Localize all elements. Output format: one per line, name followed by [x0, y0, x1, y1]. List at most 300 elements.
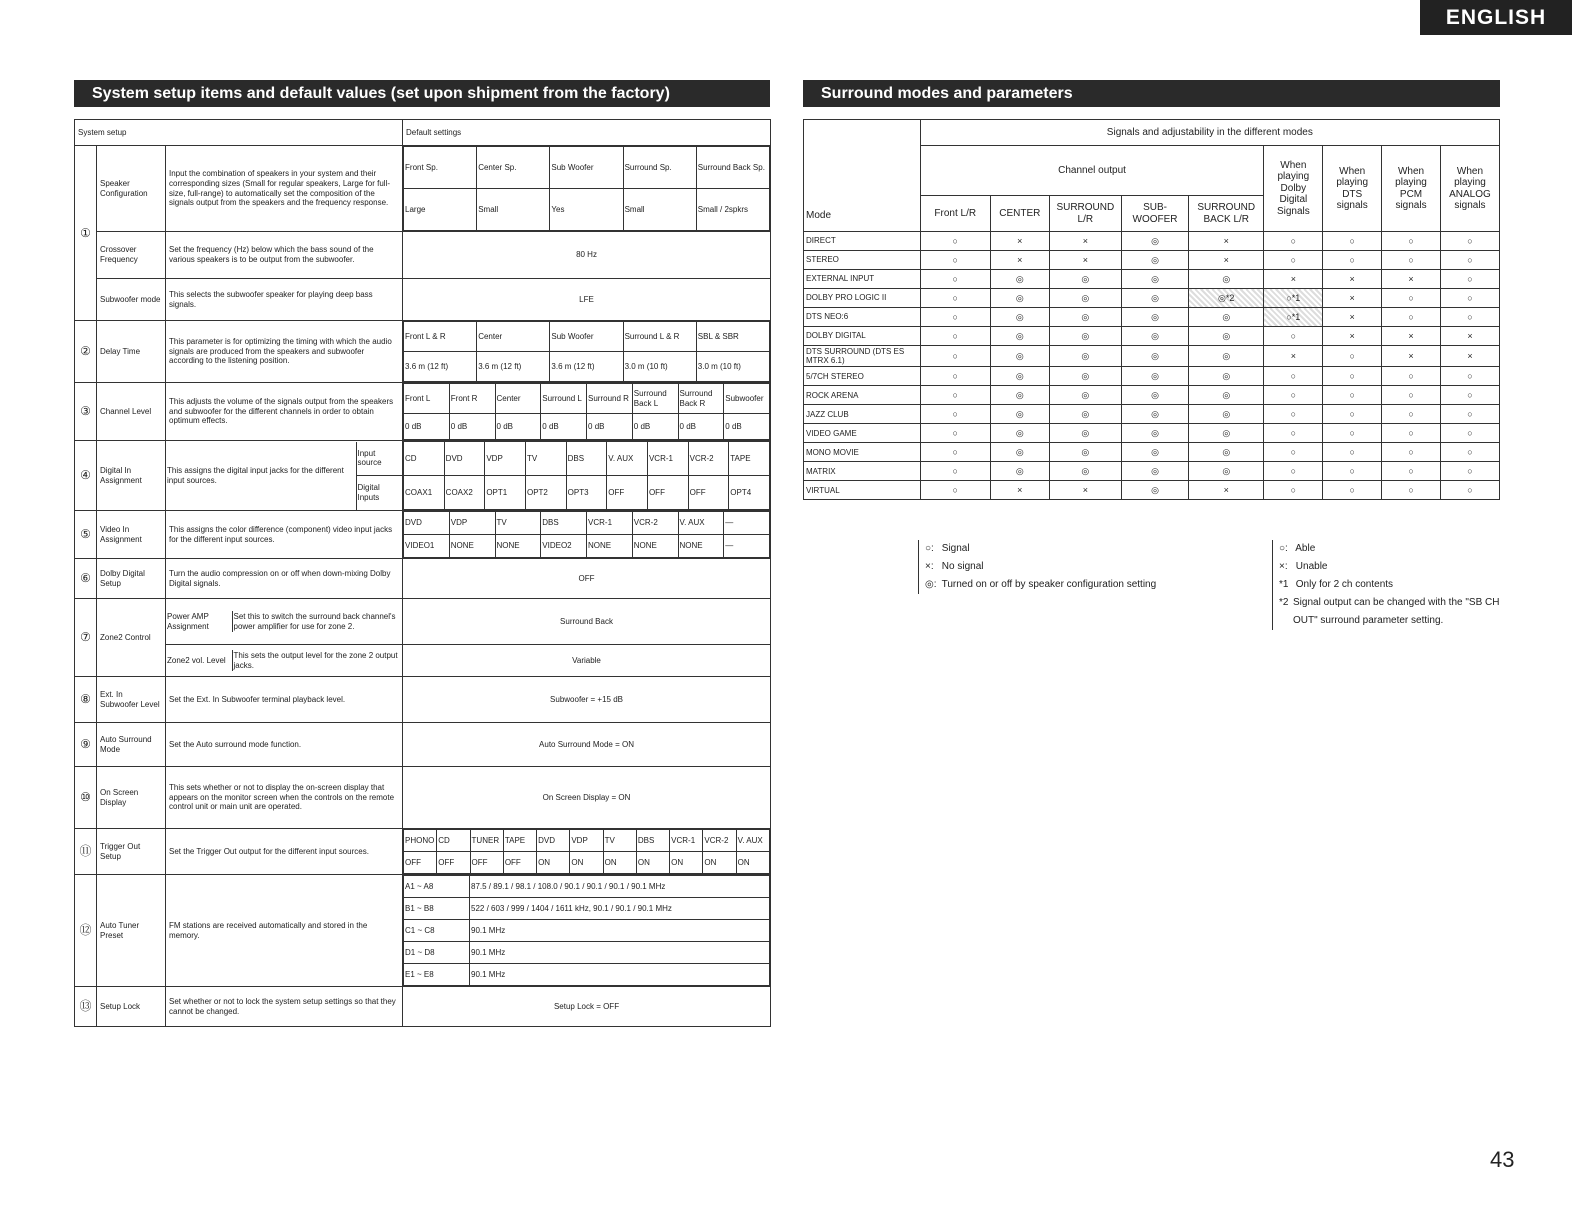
mode-cell: ◎*2 [1189, 289, 1264, 308]
mode-cell: ◎ [990, 346, 1049, 367]
mode-cell: ◎ [1049, 462, 1121, 481]
mode-cell: ○ [920, 405, 990, 424]
circle-icon: ○: [925, 543, 934, 554]
mode-row [804, 251, 1500, 270]
mode-cell: ○ [1323, 481, 1382, 500]
legend-text: Turned on or off by speaker configuration setting [941, 579, 1157, 590]
mode-row [804, 289, 1500, 308]
mode-cell: ○ [1382, 405, 1441, 424]
system-setup-table [74, 119, 771, 1027]
mode-cell: ○ [1440, 289, 1499, 308]
value-header: Subwoofer [724, 384, 770, 414]
value-cell: 0 dB [678, 414, 724, 440]
mode-cell: ○ [920, 424, 990, 443]
value-header: V. AUX [736, 830, 769, 852]
item-description: Set the frequency (Hz) below which the bass sound of the various speakers is to be output from the subwoofer. [166, 232, 403, 279]
mode-name: DOLBY PRO LOGIC II [804, 289, 921, 308]
mode-cell: ◎ [1121, 346, 1188, 367]
sub-item-label: Power AMP Assignment [166, 611, 232, 632]
value-cell: VIDEO2 [541, 535, 587, 558]
mode-cell: ◎ [1049, 443, 1121, 462]
mode-cell: ◎ [1049, 289, 1121, 308]
value-header: Surround R [587, 384, 633, 414]
mode-row [804, 481, 1500, 500]
item-number: ③ [75, 383, 97, 441]
default-value: On Screen Display = ON [403, 767, 771, 829]
mode-cell: ○ [1264, 424, 1323, 443]
value-header: Center Sp. [477, 147, 550, 189]
legend-item [1279, 576, 1509, 594]
mode-cell: ◎ [1121, 327, 1188, 346]
value-cell: VIDEO1 [404, 535, 450, 558]
mode-cell: ○ [920, 232, 990, 251]
mode-cell: ○ [1440, 462, 1499, 481]
mode-cell: ○ [1440, 424, 1499, 443]
preset-value: 90.1 MHz [470, 920, 770, 942]
mode-cell: ◎ [1121, 443, 1188, 462]
item-description: Set the Auto surround mode function. [166, 723, 403, 767]
default-value: Subwoofer = +15 dB [403, 677, 771, 723]
row-setup-lock [75, 987, 771, 1027]
mode-cell: × [1382, 327, 1441, 346]
mode-cell: ○ [1323, 386, 1382, 405]
mode-cell: ◎ [1121, 462, 1188, 481]
value-cell: 3.6 m (12 ft) [477, 352, 550, 382]
mode-row [804, 405, 1500, 424]
value-header: VDP [485, 442, 526, 476]
preset-range: A1 ~ A8 [404, 876, 470, 898]
mode-cell: ◎ [1049, 346, 1121, 367]
value-cell: 3.6 m (12 ft) [550, 352, 623, 382]
value-cell: 0 dB [541, 414, 587, 440]
mode-cell: ○ [1264, 405, 1323, 424]
item-number: ④ [75, 441, 97, 511]
mode-cell: ○ [1382, 481, 1441, 500]
item-label: Speaker Configuration [97, 146, 166, 232]
item-description: Turn the audio compression on or off when down-mixing Dolby Digital signals. [166, 559, 403, 599]
item-label: Dolby Digital Setup [97, 559, 166, 599]
mode-name: EXTERNAL INPUT [804, 270, 921, 289]
value-cell: OFF [688, 476, 729, 510]
value-cell: ON [537, 852, 570, 874]
mode-cell: ○ [1264, 443, 1323, 462]
mode-row [804, 443, 1500, 462]
cross-icon: ×: [925, 561, 934, 572]
mode-cell: ○ [1440, 251, 1499, 270]
value-header: VCR-2 [688, 442, 729, 476]
item-label: Crossover Frequency [97, 232, 166, 279]
col-surround-back: SURROUND BACK L/R [1189, 196, 1264, 232]
item-description: This sets whether or not to display the on-screen display that appears on the monitor screen when the controls on the remote control unit or main unit are operated. [166, 767, 403, 829]
mode-cell: ◎ [1121, 270, 1188, 289]
item-label: Setup Lock [97, 987, 166, 1027]
mode-cell: ○ [1382, 251, 1441, 270]
item-number: ⑫ [75, 875, 97, 987]
mode-cell: × [990, 232, 1049, 251]
page-number: 43 [1490, 1147, 1515, 1172]
mode-cell: ○ [1264, 481, 1323, 500]
mode-cell: ○*1 [1264, 289, 1323, 308]
value-cell: Large [404, 189, 477, 231]
legend-text: Able [1295, 543, 1316, 554]
value-header: Sub Woofer [550, 147, 623, 189]
preset-range: D1 ~ D8 [404, 942, 470, 964]
digital-in-desc [166, 442, 402, 510]
mode-row [804, 308, 1500, 327]
value-header: TAPE [503, 830, 536, 852]
value-header: Center [477, 322, 550, 352]
mode-cell: ◎ [1121, 367, 1188, 386]
mode-cell: ◎ [990, 367, 1049, 386]
mode-name: DIRECT [804, 232, 921, 251]
col-header-setup: System setup [75, 120, 403, 146]
mode-cell: ○ [920, 270, 990, 289]
value-header: Surround Back Sp. [696, 147, 769, 189]
item-description: This parameter is for optimizing the timing with which the audio signals are produced from the speakers and subwoofer according to the listening position. [166, 321, 403, 383]
mode-rows [804, 232, 1500, 500]
row-crossover [75, 232, 771, 279]
mode-row [804, 232, 1500, 251]
item-description: This sets the output level for the zone 2 output jacks. [233, 650, 398, 670]
legend-text: Signal [941, 543, 970, 554]
mode-cell: × [1382, 346, 1441, 367]
mode-cell: ◎ [990, 270, 1049, 289]
value-cell: 0 dB [724, 414, 770, 440]
legend-item [925, 558, 1265, 576]
surround-modes-title: Surround modes and parameters [803, 80, 1500, 107]
speaker-config-values [403, 146, 770, 231]
mode-cell: ○ [1323, 251, 1382, 270]
channel-level-values [403, 383, 770, 440]
row-auto-surround [75, 723, 771, 767]
value-cell: Yes [550, 189, 623, 231]
value-header: DBS [541, 512, 587, 535]
value-header: Front R [449, 384, 495, 414]
legend-right [1272, 540, 1509, 630]
item-description: Input the combination of speakers in your system and their corresponding sizes (Small for regular speakers, Large for full-size, full-range) to automatically set the composition of the signals output from the speakers and the frequency response. [166, 146, 403, 232]
mode-cell: ○ [920, 443, 990, 462]
default-value: LFE [403, 279, 771, 321]
preset-value: 90.1 MHz [470, 964, 770, 986]
row-label-input-source: Input source [356, 442, 402, 476]
item-description: This selects the subwoofer speaker for playing deep bass signals. [166, 279, 403, 321]
mode-cell: ◎ [990, 327, 1049, 346]
item-label: Auto Surround Mode [97, 723, 166, 767]
trigger-out-values [403, 829, 770, 874]
row-digital-in [75, 441, 771, 511]
value-header: Surround Back R [678, 384, 724, 414]
item-description: Set the Ext. In Subwoofer terminal playback level. [166, 677, 403, 723]
mode-cell: ○ [920, 251, 990, 270]
tuner-preset-values [403, 875, 770, 986]
col-dolby-digital: When playing Dolby Digital Signals [1264, 146, 1323, 232]
mode-row [804, 270, 1500, 289]
value-header: TAPE [729, 442, 770, 476]
mode-cell: ◎ [1189, 346, 1264, 367]
col-surround-lr: SURROUND L/R [1049, 196, 1121, 232]
mode-row [804, 462, 1500, 481]
video-in-values [403, 511, 770, 558]
value-header: DBS [566, 442, 607, 476]
value-header: VCR-1 [587, 512, 633, 535]
mode-cell: ◎ [1121, 251, 1188, 270]
value-header: TUNER [470, 830, 503, 852]
row-auto-tuner-preset [75, 875, 771, 987]
value-cell: ON [736, 852, 769, 874]
mode-cell: ◎ [1189, 327, 1264, 346]
item-description: Set whether or not to lock the system setup settings so that they cannot be changed. [166, 987, 403, 1027]
mode-cell: ○ [920, 367, 990, 386]
mode-row [804, 386, 1500, 405]
value-header: Front L [404, 384, 450, 414]
mode-cell: ◎ [1121, 289, 1188, 308]
mode-name: DTS NEO:6 [804, 308, 921, 327]
mode-cell: ◎ [990, 443, 1049, 462]
legend-left [918, 540, 1265, 594]
item-number: ② [75, 321, 97, 383]
mode-cell: × [1323, 327, 1382, 346]
row-channel-level [75, 383, 771, 441]
preset-value: 522 / 603 / 999 / 1404 / 1611 kHz, 90.1 / 90.1 / 90.1 MHz [470, 898, 770, 920]
item-description: Set this to switch the surround back channel's power amplifier for use for zone 2. [233, 611, 396, 631]
row-delay-time [75, 321, 771, 383]
mode-cell: ◎ [1121, 481, 1188, 500]
preset-value: 87.5 / 89.1 / 98.1 / 108.0 / 90.1 / 90.1 / 90.1 / 90.1 MHz [470, 876, 770, 898]
item-label: Delay Time [97, 321, 166, 383]
mode-cell: ○ [1440, 367, 1499, 386]
mode-cell: ○ [1264, 386, 1323, 405]
value-cell: ON [603, 852, 636, 874]
mode-name: STEREO [804, 251, 921, 270]
value-cell: NONE [587, 535, 633, 558]
mode-name: VIRTUAL [804, 481, 921, 500]
mode-cell: ◎ [990, 308, 1049, 327]
mode-cell: ○ [1382, 367, 1441, 386]
col-subwoofer: SUB-WOOFER [1121, 196, 1188, 232]
mode-cell: ◎ [1189, 308, 1264, 327]
legend-text: Unable [1295, 561, 1328, 572]
mode-cell: ○ [920, 462, 990, 481]
mode-name: VIDEO GAME [804, 424, 921, 443]
legend-item [925, 540, 1265, 558]
mode-cell: ○ [1382, 232, 1441, 251]
value-cell: Small [477, 189, 550, 231]
value-header: V. AUX [607, 442, 648, 476]
mode-cell: × [1264, 270, 1323, 289]
mode-name: MONO MOVIE [804, 443, 921, 462]
col-header-default: Default settings [403, 120, 771, 146]
mode-cell: ◎ [1189, 424, 1264, 443]
value-cell: OPT4 [729, 476, 770, 510]
value-header: DVD [537, 830, 570, 852]
mode-cell: × [1323, 270, 1382, 289]
value-cell: ON [670, 852, 703, 874]
legend-text: No signal [941, 561, 984, 572]
mode-cell: ○ [1264, 367, 1323, 386]
mode-cell: × [1189, 251, 1264, 270]
double-circle-icon: ◎: [925, 579, 937, 590]
mode-cell: × [1049, 232, 1121, 251]
mode-cell: ◎ [1121, 386, 1188, 405]
mode-cell: ◎ [1121, 405, 1188, 424]
item-description: This adjusts the volume of the signals output from the speakers and subwoofer for the different channels in order to obtain optimum effects. [166, 383, 403, 441]
mode-cell: ◎ [1049, 308, 1121, 327]
legend-item [925, 576, 1265, 594]
value-header: DBS [636, 830, 669, 852]
row-label-digital-inputs: Digital Inputs [356, 476, 402, 510]
value-cell: ON [703, 852, 736, 874]
mode-cell: ○ [1440, 481, 1499, 500]
delay-values [403, 321, 770, 382]
col-dts: When playing DTS signals [1323, 146, 1382, 232]
value-cell: 0 dB [404, 414, 450, 440]
col-front-lr: Front L/R [920, 196, 990, 232]
value-cell: 3.0 m (10 ft) [696, 352, 769, 382]
surround-modes-table [803, 119, 1500, 500]
row-trigger-out [75, 829, 771, 875]
mode-cell: ◎ [990, 386, 1049, 405]
value-cell: OPT1 [485, 476, 526, 510]
row-video-in [75, 511, 771, 559]
item-label: Subwoofer mode [97, 279, 166, 321]
value-cell: OFF [607, 476, 648, 510]
default-value: 80 Hz [403, 232, 771, 279]
default-value: Auto Surround Mode = ON [403, 723, 771, 767]
item-label: Trigger Out Setup [97, 829, 166, 875]
item-number: ① [75, 146, 97, 321]
legend-item [1279, 594, 1509, 630]
mode-cell: ○ [1440, 232, 1499, 251]
value-header: Front Sp. [404, 147, 477, 189]
mode-name: 5/7CH STEREO [804, 367, 921, 386]
mode-cell: ◎ [1189, 443, 1264, 462]
mode-name: JAZZ CLUB [804, 405, 921, 424]
mode-cell: × [1049, 251, 1121, 270]
mode-cell: ◎ [1189, 405, 1264, 424]
value-header: CD [404, 442, 445, 476]
mode-row [804, 327, 1500, 346]
item-number: ⑥ [75, 559, 97, 599]
item-description: This assigns the color difference (component) video input jacks for the different input sources. [166, 511, 403, 559]
footnote-marker: *1 [1279, 579, 1289, 590]
mode-cell: ◎ [990, 424, 1049, 443]
sub-item-label: Zone2 vol. Level [166, 650, 232, 671]
value-header: PHONO [404, 830, 437, 852]
mode-cell: ○ [1323, 232, 1382, 251]
value-cell: OPT2 [525, 476, 566, 510]
mode-cell: × [1049, 481, 1121, 500]
legend-text: Only for 2 ch contents [1295, 579, 1394, 590]
item-number: ⑦ [75, 599, 97, 677]
mode-cell: ○ [1382, 289, 1441, 308]
item-description: FM stations are received automatically and stored in the memory. [166, 875, 403, 987]
mode-cell: ○ [920, 327, 990, 346]
legend-text: Signal output can be changed with the "SB CH OUT" surround parameter setting. [1293, 597, 1500, 626]
item-number: ⑩ [75, 767, 97, 829]
row-zone2-amp [75, 599, 771, 645]
mode-cell: ○*1 [1264, 308, 1323, 327]
mode-cell: ◎ [1049, 424, 1121, 443]
mode-cell: ○ [920, 289, 990, 308]
mode-cell: × [990, 481, 1049, 500]
value-header: — [724, 512, 770, 535]
item-number: ⑧ [75, 677, 97, 723]
mode-cell: ◎ [1189, 270, 1264, 289]
mode-name: MATRIX [804, 462, 921, 481]
mode-cell: ○ [1323, 346, 1382, 367]
signals-header: Signals and adjustability in the different modes [920, 120, 1499, 146]
item-label: Digital In Assignment [97, 441, 166, 511]
mode-cell: × [1189, 232, 1264, 251]
item-label: Video In Assignment [97, 511, 166, 559]
default-value: OFF [403, 559, 771, 599]
mode-cell: ◎ [1049, 270, 1121, 289]
mode-cell: ◎ [1121, 308, 1188, 327]
mode-cell: ○ [1440, 386, 1499, 405]
value-cell: ON [570, 852, 603, 874]
col-analog: When playing ANALOG signals [1440, 146, 1499, 232]
mode-cell: ○ [1382, 308, 1441, 327]
mode-cell: ○ [1323, 462, 1382, 481]
value-cell: Small / 2spkrs [696, 189, 769, 231]
value-header: Surround Back L [632, 384, 678, 414]
mode-cell: ○ [1440, 405, 1499, 424]
value-cell: COAX1 [404, 476, 445, 510]
mode-name: ROCK ARENA [804, 386, 921, 405]
mode-row [804, 424, 1500, 443]
mode-cell: ○ [1440, 270, 1499, 289]
value-cell: Small [623, 189, 696, 231]
value-cell: COAX2 [444, 476, 485, 510]
item-number: ⑪ [75, 829, 97, 875]
mode-cell: ◎ [1049, 386, 1121, 405]
value-header: Surround Sp. [623, 147, 696, 189]
value-cell: 0 dB [632, 414, 678, 440]
row-speaker-config [75, 146, 771, 232]
value-header: VCR-1 [647, 442, 688, 476]
value-header: VDP [449, 512, 495, 535]
mode-cell: ○ [1323, 424, 1382, 443]
value-header: DVD [444, 442, 485, 476]
default-value: Setup Lock = OFF [403, 987, 771, 1027]
item-description: Set the Trigger Out output for the different input sources. [166, 829, 403, 875]
value-header: DVD [404, 512, 450, 535]
mode-cell: ○ [920, 346, 990, 367]
value-cell: 3.6 m (12 ft) [404, 352, 477, 382]
mode-cell: ◎ [1049, 327, 1121, 346]
mode-cell: ◎ [990, 405, 1049, 424]
mode-cell: × [1440, 327, 1499, 346]
mode-cell: ◎ [990, 289, 1049, 308]
preset-value: 90.1 MHz [470, 942, 770, 964]
preset-range: E1 ~ E8 [404, 964, 470, 986]
zone2-amp-desc [166, 611, 402, 632]
value-header: VDP [570, 830, 603, 852]
item-label: On Screen Display [97, 767, 166, 829]
mode-cell: ◎ [990, 462, 1049, 481]
value-cell: OPT3 [566, 476, 607, 510]
system-setup-title: System setup items and default values (set upon shipment from the factory) [74, 80, 770, 107]
default-value: Surround Back [403, 599, 771, 645]
value-header: VCR-1 [670, 830, 703, 852]
circle-icon: ○: [1279, 543, 1288, 554]
mode-cell: ○ [1264, 327, 1323, 346]
mode-cell: ○ [920, 481, 990, 500]
mode-cell: ◎ [1049, 405, 1121, 424]
value-header: TV [603, 830, 636, 852]
mode-name: DOLBY DIGITAL [804, 327, 921, 346]
value-cell: 0 dB [449, 414, 495, 440]
